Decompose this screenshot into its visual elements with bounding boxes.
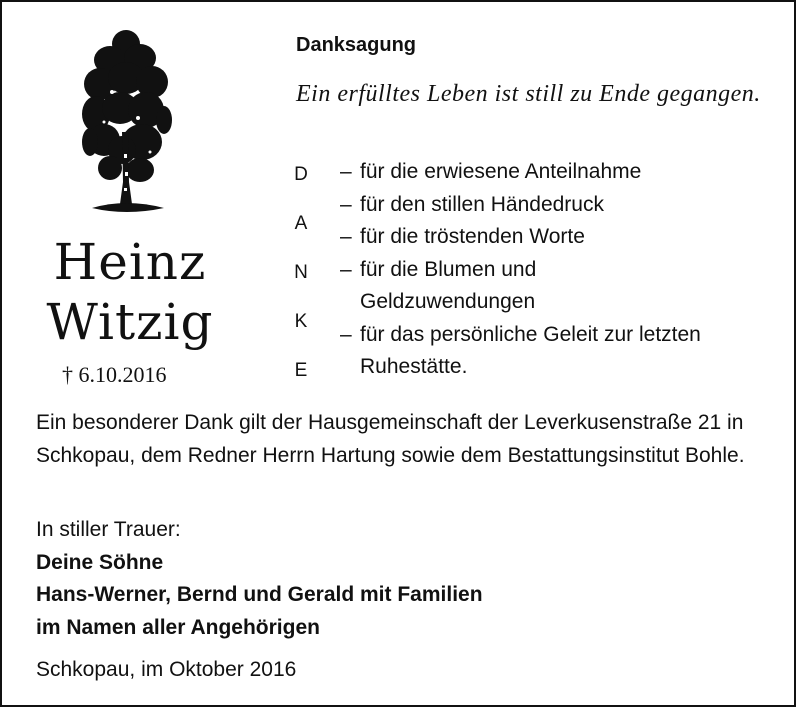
dash: – (340, 192, 352, 216)
thanks-item (340, 156, 780, 189)
thanks-text: für die erwiesene Anteilnahme (360, 160, 642, 183)
dash: – (340, 160, 352, 183)
danke-letter: K (294, 311, 308, 332)
deceased-last-name: Witzig (46, 293, 214, 351)
death-date: † 6.10.2016 (62, 362, 167, 387)
dash: – (340, 257, 352, 281)
thanks-text: für die tröstenden Worte (360, 225, 585, 248)
mourning-intro: In stiller Trauer: (36, 518, 181, 541)
thanks-list (340, 156, 780, 384)
dash: – (340, 322, 352, 346)
danke-letters (286, 160, 316, 405)
thanks-text: für die Blumen und Geldzuwendungen (360, 257, 537, 313)
dash: – (340, 225, 352, 248)
birch-tree-icon (80, 22, 172, 222)
thanks-item (340, 221, 780, 254)
place-date: Schkopau, im Oktober 2016 (36, 658, 297, 681)
mourners-line: Hans-Werner, Bernd und Gerald mit Familien (36, 583, 483, 606)
thanks-item (340, 319, 780, 384)
mourners-line: im Namen aller Angehörigen (36, 615, 320, 639)
thanks-item (340, 254, 600, 319)
deceased-first-name: Heinz (53, 233, 207, 291)
special-thanks: Ein besonderer Dank gilt der Hausgemeinschaft der Leverkusenstraße 21 in Schkopau, dem Redner Herrn Hartung sowie dem Bestattungsinstitut Bohle. (36, 411, 745, 467)
mourners-line: Deine Söhne (36, 550, 164, 574)
thanks-item (340, 189, 780, 222)
danke-letter: A (294, 213, 308, 234)
mourning-block (36, 514, 786, 644)
thanks-text: für den stillen Händedruck (360, 192, 604, 216)
notice-heading: Danksagung (296, 34, 417, 56)
danke-letter: D (294, 164, 308, 185)
danke-letter: E (294, 360, 308, 381)
notice-quote: Ein erfülltes Leben ist still zu Ende gegangen. (296, 81, 761, 107)
danke-letter: N (294, 262, 308, 283)
thanks-text: für das persönliche Geleit zur letzten Ruhestätte. (360, 322, 701, 378)
